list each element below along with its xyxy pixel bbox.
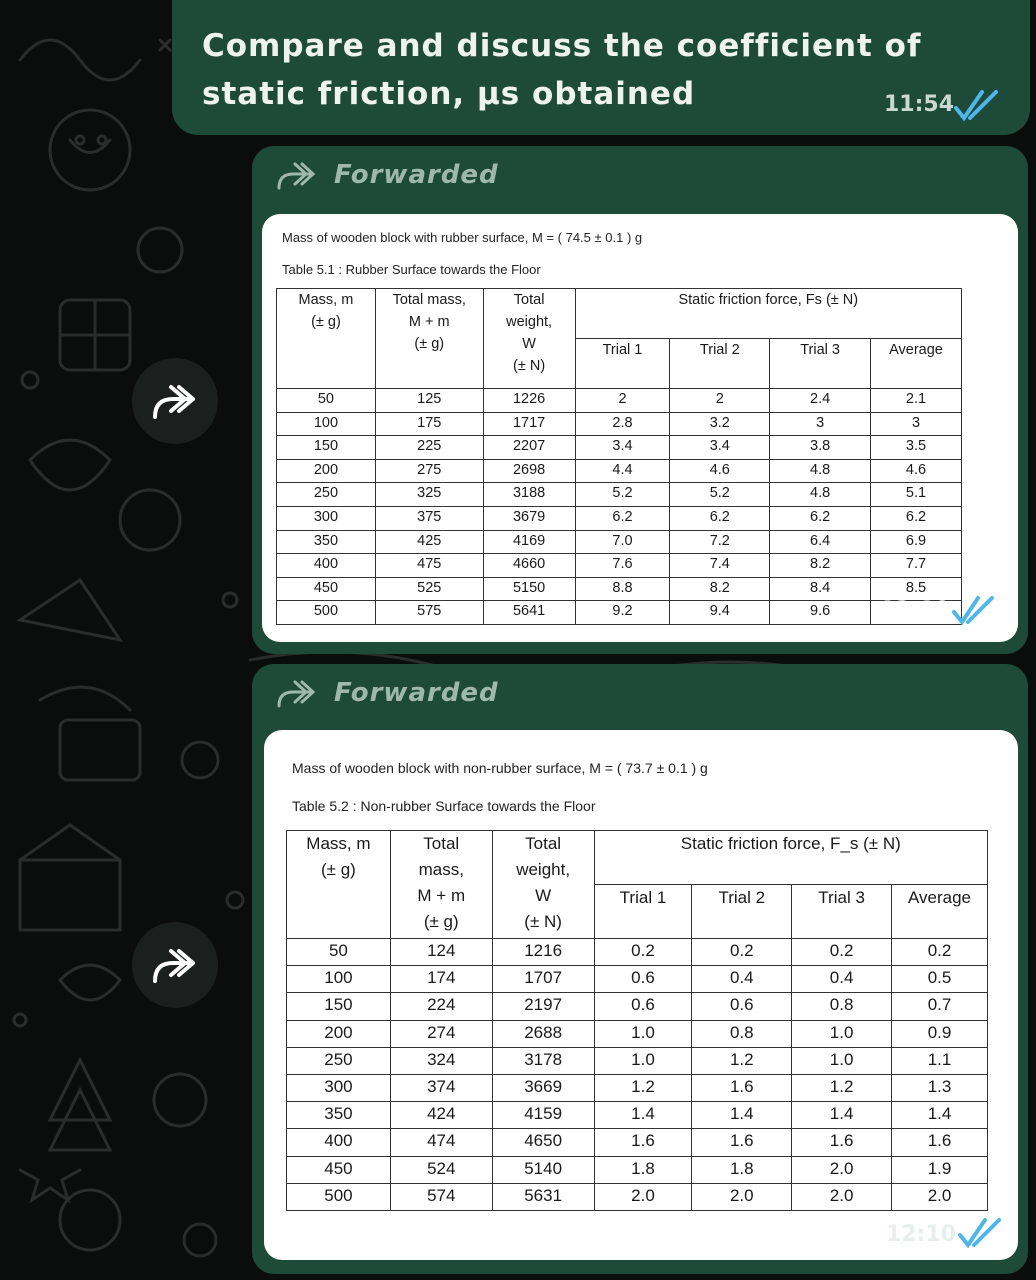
table-cell: 274: [390, 1020, 492, 1047]
table-cell: 7.2: [670, 530, 770, 554]
table-row: [277, 483, 962, 507]
table-cell: 7.0: [575, 530, 670, 554]
forwarded-text: Forwarded: [334, 160, 499, 190]
table-cell: 424: [390, 1102, 492, 1129]
table-cell: 1.1: [892, 1047, 988, 1074]
table-cell: 1.4: [892, 1102, 988, 1129]
table-cell: 3178: [492, 1047, 594, 1074]
table-cell: 1.8: [692, 1156, 792, 1183]
table-cell: 2: [670, 389, 770, 413]
table-cell: 1.4: [792, 1102, 892, 1129]
message-bubble-question[interactable]: [172, 0, 1030, 135]
table-cell: 3: [871, 412, 962, 436]
table-cell: 0.2: [792, 939, 892, 966]
table-row: [277, 389, 962, 413]
caption-table: Table 5.1 : Rubber Surface towards the Floor: [282, 262, 541, 277]
table-cell: 6.2: [670, 506, 770, 530]
table-cell: 500: [277, 601, 376, 625]
table-cell: 5.2: [575, 483, 670, 507]
table-cell: 0.6: [692, 993, 792, 1020]
table-row: [287, 993, 988, 1020]
forward-arrow-icon: [276, 678, 320, 708]
table-cell: 2.8: [575, 412, 670, 436]
table-cell: 150: [287, 993, 391, 1020]
table-cell: 1.3: [892, 1074, 988, 1101]
image-table-non-rubber[interactable]: [264, 730, 1018, 1260]
table-row: [277, 459, 962, 483]
table-row: [287, 1020, 988, 1047]
table-cell: 3: [770, 412, 871, 436]
table-cell: 3.8: [770, 436, 871, 460]
table-cell: 3679: [483, 506, 575, 530]
table-cell: 2.0: [792, 1183, 892, 1210]
table-cell: 250: [287, 1047, 391, 1074]
table-cell: 0.4: [792, 966, 892, 993]
table-row: [277, 506, 962, 530]
table-cell: 2.0: [892, 1183, 988, 1210]
table-cell: 50: [287, 939, 391, 966]
header-mass: Mass, m (± g): [277, 289, 376, 389]
table-cell: 5631: [492, 1183, 594, 1210]
table-cell: 0.8: [792, 993, 892, 1020]
table-row: [277, 601, 962, 625]
table-cell: 450: [277, 577, 376, 601]
table-cell: 0.6: [594, 966, 692, 993]
table-cell: 9.6: [770, 601, 871, 625]
table-cell: 525: [375, 577, 483, 601]
data-table: [286, 830, 988, 1211]
table-cell: 325: [375, 483, 483, 507]
forward-arrow-icon: [151, 381, 199, 421]
table-cell: 474: [390, 1129, 492, 1156]
caption-table: Table 5.2 : Non-rubber Surface towards the Floor: [292, 798, 596, 814]
table-cell: 2.0: [594, 1183, 692, 1210]
table-cell: 3.4: [575, 436, 670, 460]
table-cell: 7.6: [575, 554, 670, 578]
table-cell: 4169: [483, 530, 575, 554]
table-cell: 9.2: [575, 601, 670, 625]
table-cell: 5150: [483, 577, 575, 601]
table-cell: 2.1: [871, 389, 962, 413]
table-cell: 1.2: [692, 1047, 792, 1074]
table-cell: 7.4: [670, 554, 770, 578]
caption-mass: Mass of wooden block with non-rubber surface, M = ( 73.7 ± 0.1 ) g: [292, 760, 708, 776]
table-cell: 1226: [483, 389, 575, 413]
table-cell: 0.6: [594, 993, 692, 1020]
table-cell: 200: [287, 1020, 391, 1047]
table-cell: 5.1: [871, 483, 962, 507]
header-trial-3: Trial 3: [792, 885, 892, 939]
message-time: 11:54: [884, 92, 955, 117]
header-static-friction: Static friction force, F_s (± N): [594, 831, 987, 885]
table-cell: 2197: [492, 993, 594, 1020]
table-cell: 0.4: [692, 966, 792, 993]
table-cell: 4650: [492, 1129, 594, 1156]
forward-button[interactable]: [132, 358, 218, 444]
table-row: [287, 966, 988, 993]
message-bubble-forwarded-image[interactable]: [252, 664, 1028, 1274]
table-cell: 50: [277, 389, 376, 413]
table-cell: 9.4: [670, 601, 770, 625]
table-row: [287, 1102, 988, 1129]
table-cell: 1.6: [692, 1074, 792, 1101]
double-check-icon: [952, 594, 1000, 626]
table-cell: 2.0: [792, 1156, 892, 1183]
table-cell: 2.4: [770, 389, 871, 413]
header-total-weight: Total weight, W (± N): [483, 289, 575, 389]
table-cell: 4.8: [770, 459, 871, 483]
table-cell: 2: [575, 389, 670, 413]
table-cell: 200: [277, 459, 376, 483]
table-cell: 3.2: [670, 412, 770, 436]
table-cell: 4.4: [575, 459, 670, 483]
table-cell: 100: [287, 966, 391, 993]
table-row: [287, 939, 988, 966]
table-cell: 1.0: [594, 1020, 692, 1047]
table-row: [277, 530, 962, 554]
table-cell: 125: [375, 389, 483, 413]
table-row: [277, 577, 962, 601]
forward-button[interactable]: [132, 922, 218, 1008]
table-cell: 0.5: [892, 966, 988, 993]
message-bubble-forwarded-image[interactable]: [252, 146, 1028, 654]
forward-arrow-icon: [151, 945, 199, 985]
header-trial-2: Trial 2: [692, 885, 792, 939]
table-cell: 6.2: [871, 506, 962, 530]
table-cell: 4.8: [770, 483, 871, 507]
table-cell: 1.9: [892, 1156, 988, 1183]
table-cell: 275: [375, 459, 483, 483]
message-time: 12:10: [886, 1222, 957, 1247]
header-average: Average: [871, 339, 962, 389]
table-cell: 1.6: [892, 1129, 988, 1156]
table-cell: 4660: [483, 554, 575, 578]
table-cell: 0.2: [692, 939, 792, 966]
table-cell: 6.2: [575, 506, 670, 530]
table-cell: 2207: [483, 436, 575, 460]
image-table-rubber[interactable]: [262, 214, 1018, 642]
table-row: [287, 1047, 988, 1074]
table-cell: 1216: [492, 939, 594, 966]
table-cell: 2688: [492, 1020, 594, 1047]
table-row: [277, 554, 962, 578]
header-trial-3: Trial 3: [770, 339, 871, 389]
table-cell: 0.7: [892, 993, 988, 1020]
table-cell: 3188: [483, 483, 575, 507]
double-check-icon: [954, 88, 1002, 124]
table-cell: 0.2: [892, 939, 988, 966]
table-row: [287, 1156, 988, 1183]
table-cell: 8.8: [575, 577, 670, 601]
table-row: [287, 1129, 988, 1156]
table-cell: 1.0: [792, 1047, 892, 1074]
table-cell: 3669: [492, 1074, 594, 1101]
header-trial-1: Trial 1: [594, 885, 692, 939]
table-cell: 174: [390, 966, 492, 993]
table-cell: 250: [277, 483, 376, 507]
header-total-mass: Total mass, M + m (± g): [390, 831, 492, 939]
header-total-mass: Total mass, M + m (± g): [375, 289, 483, 389]
table-cell: 224: [390, 993, 492, 1020]
table-row: [277, 412, 962, 436]
table-cell: 400: [277, 554, 376, 578]
header-trial-1: Trial 1: [575, 339, 670, 389]
table-cell: 8.5: [871, 577, 962, 601]
table-cell: 1707: [492, 966, 594, 993]
table-cell: 574: [390, 1183, 492, 1210]
table-cell: 8.4: [770, 577, 871, 601]
table-cell: 1.0: [594, 1047, 692, 1074]
table-cell: 7.7: [871, 554, 962, 578]
table-cell: 1.6: [792, 1129, 892, 1156]
table-row: [287, 1074, 988, 1101]
table-cell: 300: [287, 1074, 391, 1101]
table-cell: 0.2: [594, 939, 692, 966]
table-cell: 1.8: [594, 1156, 692, 1183]
table-cell: 124: [390, 939, 492, 966]
table-cell: 6.4: [770, 530, 871, 554]
message-text: Compare and discuss the coefficient of static friction, μs obtained: [202, 28, 922, 112]
header-average: Average: [892, 885, 988, 939]
table-cell: 500: [287, 1183, 391, 1210]
table-cell: 150: [277, 436, 376, 460]
header-total-weight: Total weight, W (± N): [492, 831, 594, 939]
table-cell: 375: [375, 506, 483, 530]
table-cell: 1.2: [594, 1074, 692, 1101]
table-cell: 350: [277, 530, 376, 554]
header-mass: Mass, m (± g): [287, 831, 391, 939]
table-cell: 350: [287, 1102, 391, 1129]
table-cell: 4.6: [871, 459, 962, 483]
table-cell: 425: [375, 530, 483, 554]
table-cell: 4.6: [670, 459, 770, 483]
table-row: [287, 1183, 988, 1210]
table-cell: 4159: [492, 1102, 594, 1129]
table-cell: 5.2: [670, 483, 770, 507]
table-cell: 324: [390, 1047, 492, 1074]
forward-arrow-icon: [276, 160, 320, 190]
table-cell: 300: [277, 506, 376, 530]
data-table: [276, 288, 962, 625]
table-cell: 524: [390, 1156, 492, 1183]
header-trial-2: Trial 2: [670, 339, 770, 389]
table-cell: 374: [390, 1074, 492, 1101]
table-cell: 400: [287, 1129, 391, 1156]
table-cell: 475: [375, 554, 483, 578]
table-cell: 175: [375, 412, 483, 436]
table-cell: 575: [375, 601, 483, 625]
caption-mass: Mass of wooden block with rubber surface, M = ( 74.5 ± 0.1 ) g: [282, 230, 643, 245]
double-check-icon: [958, 1216, 1006, 1250]
table-cell: 3.5: [871, 436, 962, 460]
table-cell: 0.9: [892, 1020, 988, 1047]
table-cell: 8.2: [770, 554, 871, 578]
table-cell: 5641: [483, 601, 575, 625]
forwarded-text: Forwarded: [334, 678, 499, 708]
forwarded-label: [276, 160, 499, 190]
table-cell: 6.9: [871, 530, 962, 554]
table-cell: 8.2: [670, 577, 770, 601]
forwarded-label: [276, 678, 499, 708]
table-cell: 1.4: [692, 1102, 792, 1129]
table-row: [277, 436, 962, 460]
table-cell: 1.4: [594, 1102, 692, 1129]
table-cell: 1.6: [594, 1129, 692, 1156]
table-cell: 100: [277, 412, 376, 436]
table-cell: 3.4: [670, 436, 770, 460]
table-cell: 225: [375, 436, 483, 460]
table-cell: 1.6: [692, 1129, 792, 1156]
header-static-friction: Static friction force, Fs (± N): [575, 289, 961, 339]
table-cell: 1717: [483, 412, 575, 436]
table-cell: 1.2: [792, 1074, 892, 1101]
table-cell: 2.0: [692, 1183, 792, 1210]
table-cell: 0.8: [692, 1020, 792, 1047]
table-cell: 1.0: [792, 1020, 892, 1047]
table-cell: 450: [287, 1156, 391, 1183]
table-cell: 6.2: [770, 506, 871, 530]
table-cell: 5140: [492, 1156, 594, 1183]
table-cell: 2698: [483, 459, 575, 483]
message-time: 12:10: [880, 598, 951, 623]
